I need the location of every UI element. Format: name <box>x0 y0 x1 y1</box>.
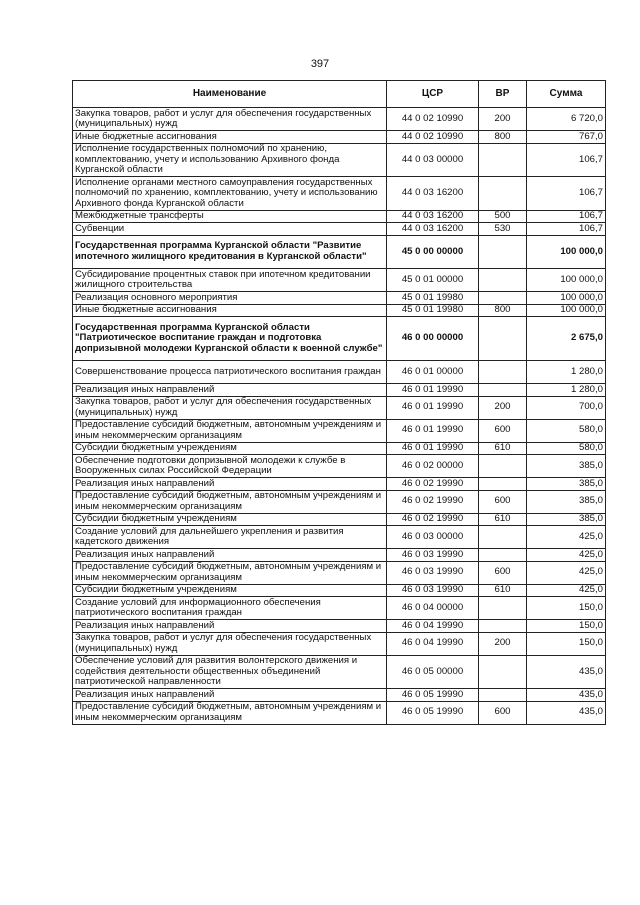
cell-sum: 425,0 <box>527 561 606 584</box>
cell-vr <box>479 384 527 397</box>
table-row <box>73 584 606 597</box>
cell-csr: 45 0 01 00000 <box>387 269 479 292</box>
cell-sum: 106,7 <box>527 143 606 177</box>
cell-sum: 106,7 <box>527 210 606 223</box>
cell-csr: 46 0 04 00000 <box>387 597 479 620</box>
cell-vr <box>479 455 527 478</box>
cell-csr: 46 0 01 19990 <box>387 442 479 455</box>
cell-sum: 100 000,0 <box>527 292 606 305</box>
cell-vr: 200 <box>479 108 527 131</box>
cell-csr: 46 0 02 19990 <box>387 513 479 526</box>
cell-csr: 45 0 00 00000 <box>387 235 479 269</box>
header-name: Наименование <box>73 81 387 108</box>
cell-vr <box>479 655 527 689</box>
cell-vr <box>479 689 527 702</box>
cell-vr <box>479 597 527 620</box>
table-row <box>73 561 606 584</box>
table-row <box>73 108 606 131</box>
header-sum: Сумма <box>527 81 606 108</box>
cell-vr <box>479 361 527 384</box>
cell-csr: 46 0 03 19990 <box>387 561 479 584</box>
cell-csr: 44 0 03 16200 <box>387 210 479 223</box>
cell-vr <box>479 317 527 361</box>
cell-name: Предоставление субсидий бюджетным, автономным учреждениям и иным некоммерческим организациям <box>73 419 387 442</box>
cell-vr <box>479 549 527 562</box>
cell-name: Субсидирование процентных ставок при ипотечном кредитовании жилищного строительства <box>73 269 387 292</box>
cell-sum: 100 000,0 <box>527 269 606 292</box>
table-row <box>73 131 606 144</box>
cell-vr: 610 <box>479 584 527 597</box>
table-row <box>73 304 606 317</box>
table-row <box>73 223 606 236</box>
cell-vr <box>479 478 527 491</box>
table-row <box>73 632 606 655</box>
cell-name: Государственная программа Курганской области "Развитие ипотечного жилищного кредитования в Курганской области" <box>73 235 387 269</box>
table-row <box>73 361 606 384</box>
cell-sum: 425,0 <box>527 584 606 597</box>
cell-csr: 46 0 05 19990 <box>387 701 479 724</box>
cell-sum: 580,0 <box>527 442 606 455</box>
cell-csr: 44 0 03 16200 <box>387 177 479 211</box>
cell-vr: 530 <box>479 223 527 236</box>
table-row <box>73 419 606 442</box>
cell-name: Предоставление субсидий бюджетным, автономным учреждениям и иным некоммерческим организациям <box>73 701 387 724</box>
table-row <box>73 396 606 419</box>
cell-vr: 800 <box>479 304 527 317</box>
table-row <box>73 490 606 513</box>
table-row <box>73 478 606 491</box>
cell-csr: 46 0 01 19990 <box>387 419 479 442</box>
cell-name: Субсидии бюджетным учреждениям <box>73 442 387 455</box>
table-row <box>73 689 606 702</box>
table-row <box>73 143 606 177</box>
cell-csr: 46 0 04 19990 <box>387 620 479 633</box>
cell-name: Создание условий для дальнейшего укрепления и развития кадетского движения <box>73 526 387 549</box>
table-row <box>73 384 606 397</box>
cell-name: Реализация иных направлений <box>73 620 387 633</box>
cell-sum: 150,0 <box>527 597 606 620</box>
cell-csr: 44 0 03 16200 <box>387 223 479 236</box>
cell-csr: 46 0 00 00000 <box>387 317 479 361</box>
cell-csr: 46 0 03 19990 <box>387 584 479 597</box>
cell-name: Реализация иных направлений <box>73 549 387 562</box>
table-row <box>73 513 606 526</box>
cell-name: Закупка товаров, работ и услуг для обеспечения государственных (муниципальных) нужд <box>73 632 387 655</box>
header-csr: ЦСР <box>387 81 479 108</box>
cell-vr <box>479 292 527 305</box>
cell-name: Иные бюджетные ассигнования <box>73 131 387 144</box>
cell-csr: 46 0 03 00000 <box>387 526 479 549</box>
cell-name: Реализация иных направлений <box>73 689 387 702</box>
cell-sum: 435,0 <box>527 701 606 724</box>
table-row <box>73 269 606 292</box>
table-row <box>73 177 606 211</box>
cell-name: Субсидии бюджетным учреждениям <box>73 584 387 597</box>
cell-name: Исполнение государственных полномочий по хранению, комплектованию, учету и использованию Архивного фонда Курганской области <box>73 143 387 177</box>
cell-name: Реализация основного мероприятия <box>73 292 387 305</box>
cell-vr: 500 <box>479 210 527 223</box>
cell-vr: 200 <box>479 632 527 655</box>
cell-sum: 435,0 <box>527 655 606 689</box>
cell-name: Межбюджетные трансферты <box>73 210 387 223</box>
cell-sum: 106,7 <box>527 177 606 211</box>
cell-name: Закупка товаров, работ и услуг для обеспечения государственных (муниципальных) нужд <box>73 108 387 131</box>
cell-sum: 580,0 <box>527 419 606 442</box>
cell-name: Субсидии бюджетным учреждениям <box>73 513 387 526</box>
cell-name: Закупка товаров, работ и услуг для обеспечения государственных (муниципальных) нужд <box>73 396 387 419</box>
cell-vr: 600 <box>479 561 527 584</box>
cell-csr: 46 0 04 19990 <box>387 632 479 655</box>
cell-sum: 767,0 <box>527 131 606 144</box>
cell-csr: 46 0 02 19990 <box>387 478 479 491</box>
cell-name: Создание условий для информационного обеспечения патриотического воспитания граждан <box>73 597 387 620</box>
cell-sum: 150,0 <box>527 632 606 655</box>
cell-sum: 150,0 <box>527 620 606 633</box>
cell-name: Иные бюджетные ассигнования <box>73 304 387 317</box>
cell-name: Обеспечение подготовки допризывной молодежи к службе в Вооруженных силах Российской Федерации <box>73 455 387 478</box>
cell-csr: 46 0 03 19990 <box>387 549 479 562</box>
cell-sum: 1 280,0 <box>527 384 606 397</box>
cell-sum: 385,0 <box>527 478 606 491</box>
cell-sum: 100 000,0 <box>527 304 606 317</box>
cell-name: Предоставление субсидий бюджетным, автономным учреждениям и иным некоммерческим организациям <box>73 490 387 513</box>
cell-csr: 45 0 01 19980 <box>387 292 479 305</box>
page-number: 397 <box>310 58 330 70</box>
table-header-row <box>73 81 606 108</box>
cell-sum: 100 000,0 <box>527 235 606 269</box>
cell-csr: 46 0 01 19990 <box>387 384 479 397</box>
table-row <box>73 317 606 361</box>
cell-vr: 800 <box>479 131 527 144</box>
cell-name: Исполнение органами местного самоуправления государственных полномочий по хранению, комплектованию, учету и использованию Архивного фонда Курганской области <box>73 177 387 211</box>
cell-sum: 106,7 <box>527 223 606 236</box>
cell-vr <box>479 620 527 633</box>
cell-sum: 385,0 <box>527 490 606 513</box>
header-vr: ВР <box>479 81 527 108</box>
cell-vr: 610 <box>479 513 527 526</box>
cell-sum: 6 720,0 <box>527 108 606 131</box>
cell-sum: 385,0 <box>527 513 606 526</box>
cell-vr: 600 <box>479 701 527 724</box>
cell-name: Совершенствование процесса патриотического воспитания граждан <box>73 361 387 384</box>
cell-csr: 44 0 02 10990 <box>387 131 479 144</box>
cell-vr <box>479 143 527 177</box>
cell-name: Обеспечение условий для развития волонтерского движения и содействия деятельности общественных объединений патриотической направленности <box>73 655 387 689</box>
cell-vr <box>479 269 527 292</box>
cell-name: Реализация иных направлений <box>73 384 387 397</box>
table-row <box>73 210 606 223</box>
cell-csr: 46 0 01 19990 <box>387 396 479 419</box>
cell-sum: 425,0 <box>527 549 606 562</box>
cell-sum: 385,0 <box>527 455 606 478</box>
cell-vr: 600 <box>479 490 527 513</box>
table-row <box>73 292 606 305</box>
cell-name: Субвенции <box>73 223 387 236</box>
cell-vr <box>479 235 527 269</box>
budget-table <box>72 80 606 725</box>
table-row <box>73 526 606 549</box>
table-row <box>73 549 606 562</box>
cell-sum: 425,0 <box>527 526 606 549</box>
table-row <box>73 701 606 724</box>
table-row <box>73 442 606 455</box>
table-row <box>73 235 606 269</box>
cell-csr: 44 0 03 00000 <box>387 143 479 177</box>
cell-name: Государственная программа Курганской области "Патриотическое воспитание граждан и подготовка допризывной молодежи Курганской области к военной службе" <box>73 317 387 361</box>
cell-sum: 2 675,0 <box>527 317 606 361</box>
cell-vr <box>479 177 527 211</box>
cell-name: Предоставление субсидий бюджетным, автономным учреждениям и иным некоммерческим организациям <box>73 561 387 584</box>
cell-vr: 610 <box>479 442 527 455</box>
cell-vr <box>479 526 527 549</box>
cell-csr: 46 0 05 00000 <box>387 655 479 689</box>
cell-csr: 46 0 02 19990 <box>387 490 479 513</box>
table-row <box>73 655 606 689</box>
cell-csr: 44 0 02 10990 <box>387 108 479 131</box>
cell-csr: 46 0 01 00000 <box>387 361 479 384</box>
cell-csr: 45 0 01 19980 <box>387 304 479 317</box>
cell-csr: 46 0 02 00000 <box>387 455 479 478</box>
cell-vr: 200 <box>479 396 527 419</box>
table-row <box>73 597 606 620</box>
table-body <box>73 108 606 725</box>
table-row <box>73 455 606 478</box>
cell-csr: 46 0 05 19990 <box>387 689 479 702</box>
cell-name: Реализация иных направлений <box>73 478 387 491</box>
cell-vr: 600 <box>479 419 527 442</box>
table-row <box>73 620 606 633</box>
cell-sum: 700,0 <box>527 396 606 419</box>
cell-sum: 1 280,0 <box>527 361 606 384</box>
cell-sum: 435,0 <box>527 689 606 702</box>
